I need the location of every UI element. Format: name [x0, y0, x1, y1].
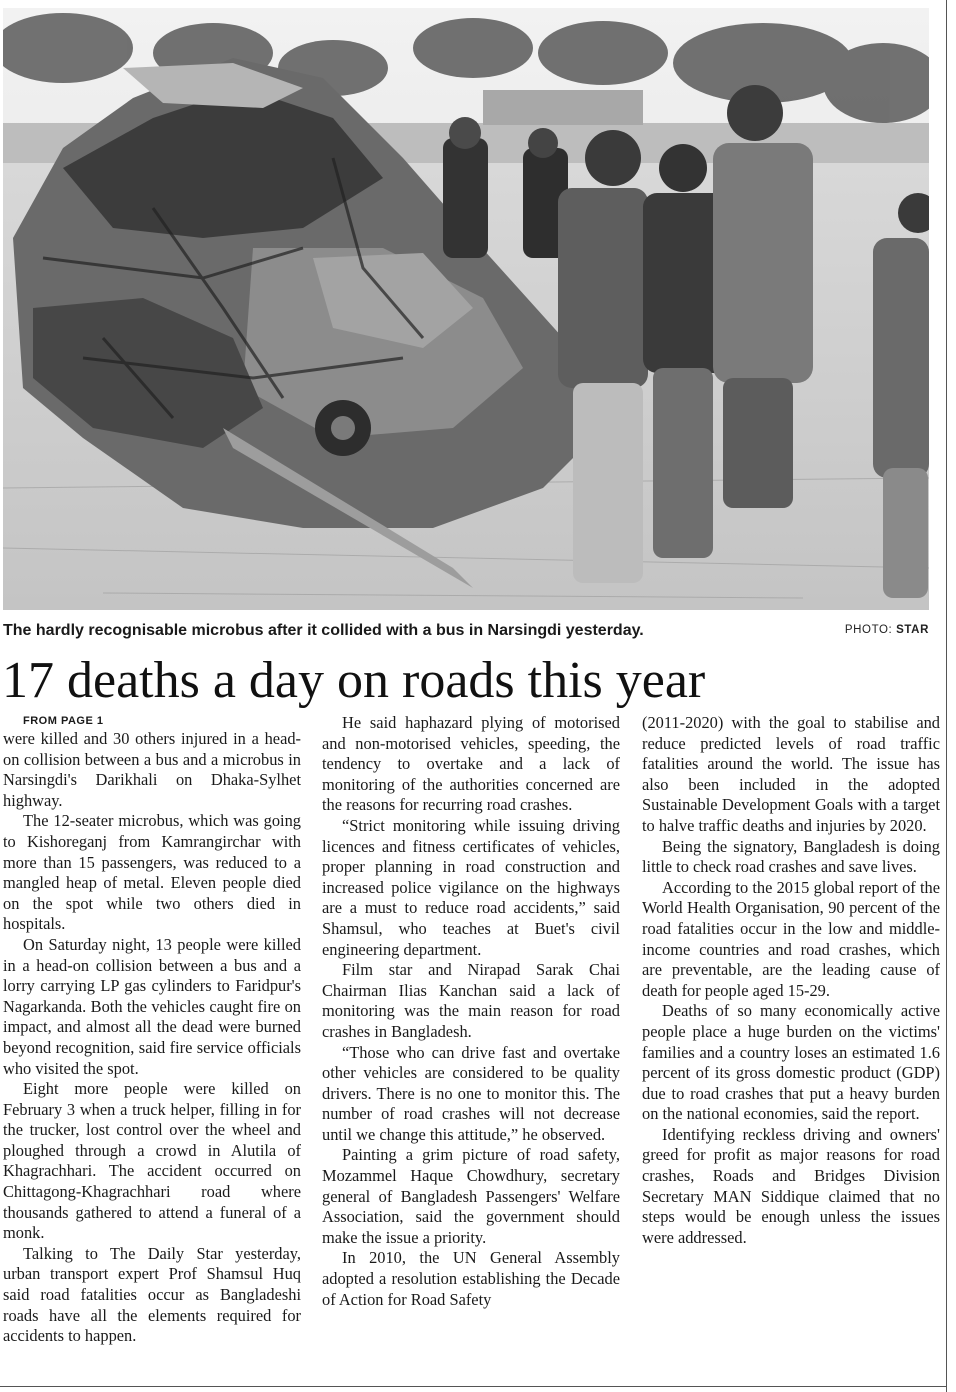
wrecked-microbus-photo [3, 8, 929, 610]
article-column-3 [642, 713, 940, 1248]
paragraph: (2011-2020) with the goal to stabilise and reduce predicted levels of road traffic fatalities around the world. The issue has also been included in the adopted Sustainable Development Goals with a target to halve traffic deaths and injuries by 2020. [642, 713, 940, 835]
page-border-right [946, 0, 947, 1392]
paragraph: Deaths of so many economically active people place a huge burden on the victims' families and a country loses an estimated 1.6 percent of its gross domestic product (GDP) due to road crashes that put a heavy burden on the national economies, said the report. [642, 1001, 940, 1124]
paragraph: “Strict monitoring while issuing driving licences and fitness certificates of vehicles, proper planning in road construction and increased police vigilance on the highways are a must to reduce road accidents,” said Shamsul, who teaches at Buet's civil engineering department. [322, 815, 620, 959]
paragraph: Being the signatory, Bangladesh is doing little to check road crashes and save lives. [642, 836, 940, 877]
paragraph: In 2010, the UN General Assembly adopted a resolution establishing the Decade of Action for Road Safety [322, 1248, 620, 1309]
jump-label: FROM PAGE 1 [23, 715, 104, 727]
paragraph: were killed and 30 others injured in a head-on collision between a bus and a microbus in Narsingdi's Darikhali on Dhaka-Sylhet highway. [3, 729, 301, 810]
paragraph: On Saturday night, 13 people were killed in a head-on collision between a bus and a lorry carrying LP gas cylinders to Faridpur's Nagarkanda. Both the vehicles caught fire on impact, and almost all the dead were burned beyond recognition, said fire service officials who visited the spot. [3, 934, 301, 1078]
paragraph: According to the 2015 global report of the World Health Organisation, 90 percent of the road fatalities occur in the low and middle-income countries and road crashes, which are preventable, are the leading cause of death for people aged 15-29. [642, 877, 940, 1000]
paragraph: Eight more people were killed on February 3 when a truck helper, filling in for the trucker, lost control over the wheel and ploughed through a crowd in Alutila of Khagrachhari. The accident occurred on Chittagong-Khagrachhari road where thousands gathered to attend a funeral of a monk. [3, 1079, 301, 1243]
paragraph: He said haphazard plying of motorised and non-motorised vehicles, speeding, the tendency to overtake and a lack of monitoring of the authorities concerned are the reasons for recurring road crashes. [322, 713, 620, 815]
paragraph: Film star and Nirapad Sarak Chai Chairman Ilias Kanchan said a lack of monitoring was the main reason for road crashes in Bangladesh. [322, 960, 620, 1041]
paragraph: Painting a grim picture of road safety, Mozammel Haque Chowdhury, secretary general of Bangladesh Passengers' Welfare Association, said the government should make the issue a priority. [322, 1145, 620, 1247]
page-border-bottom [0, 1386, 946, 1387]
article-column-1 [3, 713, 301, 1347]
photo-caption: The hardly recognisable microbus after it collided with a bus in Narsingdi yesterday. [3, 622, 644, 639]
paragraph: “Those who can drive fast and overtake other vehicles are considered to be quality drivers. There is no one to monitor this. The number of road crashes will not decrease until we change this attitude,” he observed. [322, 1042, 620, 1144]
photo-credit-source: STAR [896, 624, 929, 636]
article-column-2 [322, 713, 620, 1310]
headline: 17 deaths a day on roads this year [2, 652, 706, 709]
paragraph: Talking to The Daily Star yesterday, urban transport expert Prof Shamsul Huq said road fatalities occur as Bangladeshi roads have all the elements required for accidents to happen. [3, 1243, 301, 1346]
paragraph: Identifying reckless driving and owners' greed for profit as major reasons for road crashes, Roads and Bridges Division Secretary MAN Siddique claimed that no steps would be enough unless the issues were addressed. [642, 1124, 940, 1247]
paragraph: The 12-seater microbus, which was going to Kishoreganj from Kamrangirchar with more than 15 passengers, was reduced to a mangled heap of metal. Eleven people died on the spot while two others died in hospitals. [3, 811, 301, 934]
photo-credit-prefix: PHOTO: [844, 624, 893, 636]
photo-credit [845, 624, 929, 636]
